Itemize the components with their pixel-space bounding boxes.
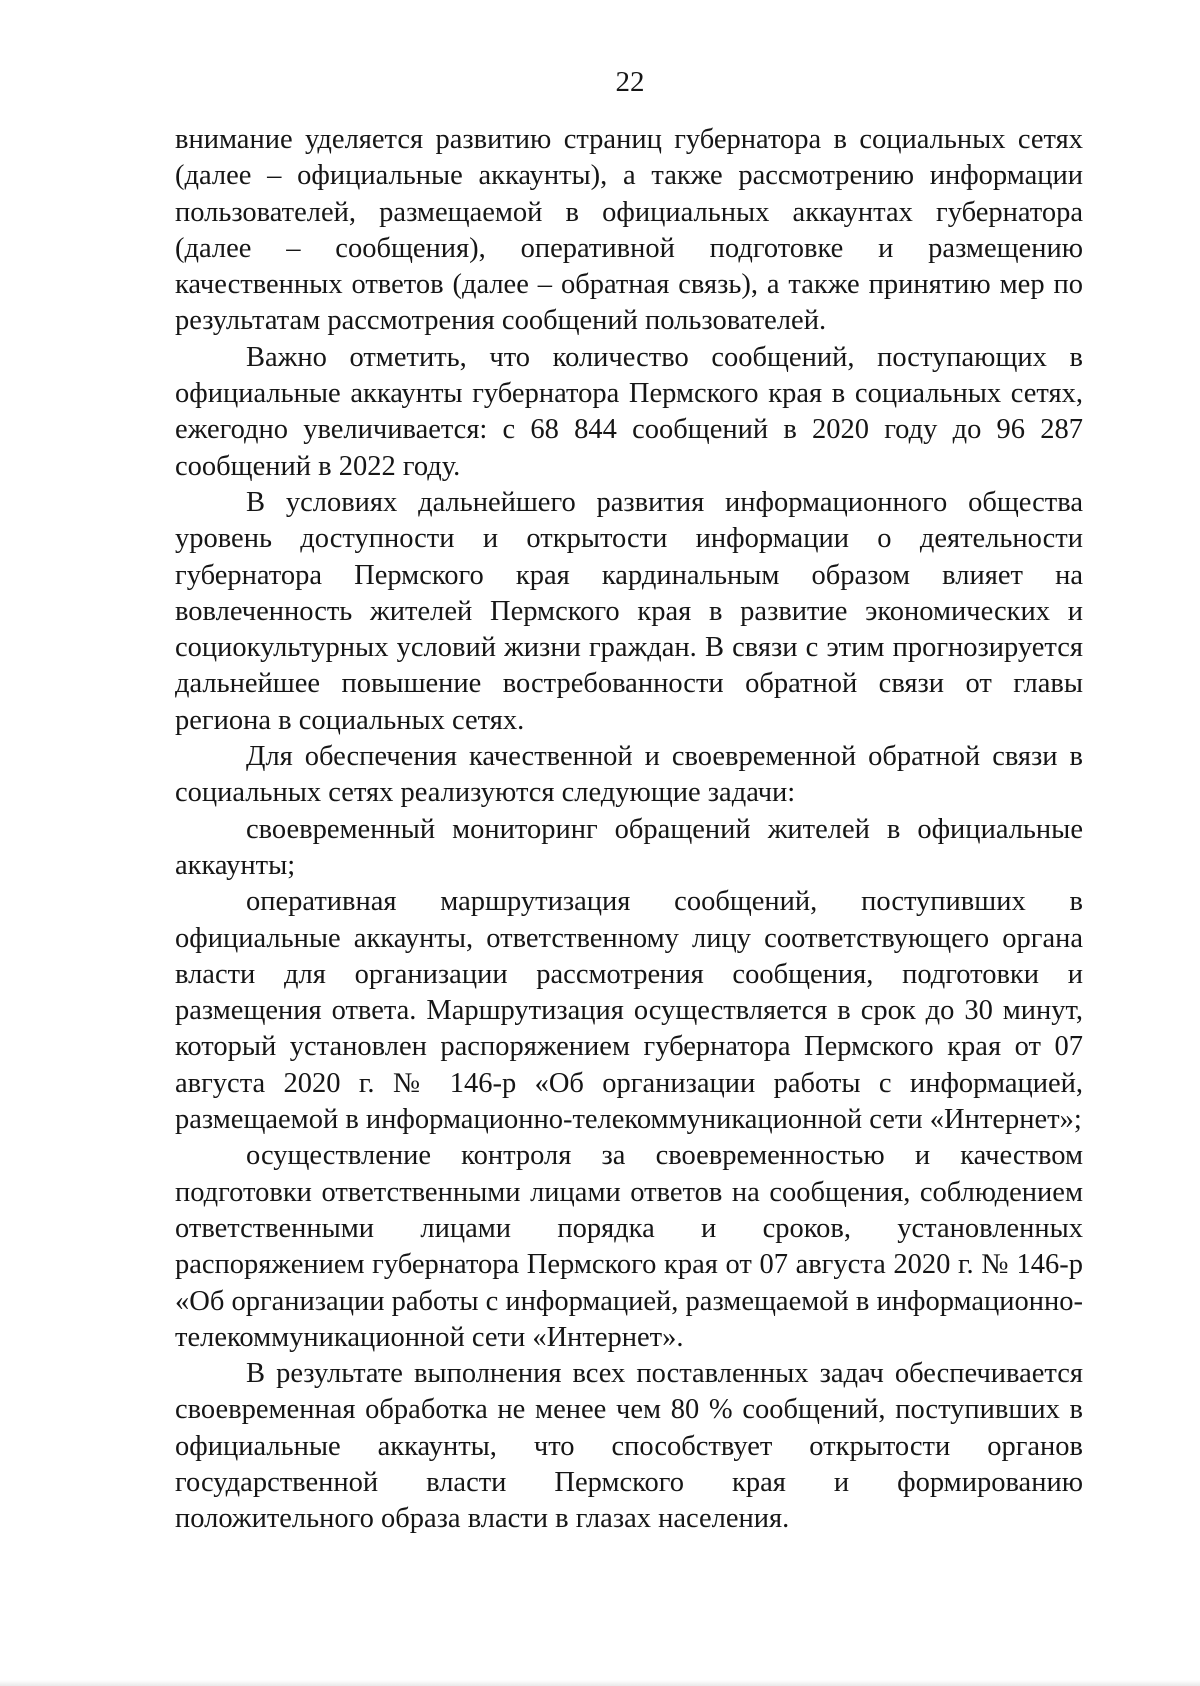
paragraph-task-monitoring: своевременный мониторинг обращений жителей в официальные аккаунты; [175, 813, 1083, 881]
paragraph-continuation: внимание уделяется развитию страниц губернатора в социальных сетях (далее – официальные аккаунты), а также рассмотрению информации пользователей, размещаемой в официальных аккаунтах губернатора (далее – сообщения), оперативной подготовке и размещению качественных ответов (далее – обратная связь), а также принятию мер по результатам рассмотрения сообщений пользователей. [175, 124, 1083, 337]
paragraph-message-growth: Важно отметить, что количество сообщений, поступающих в официальные аккаунты губернатора Пермского края в социальных сетях, ежегодно увеличивается: с 68 844 сообщений в 2020 году до 96 287 сообщений в 2022 году. [175, 341, 1083, 482]
paragraph-task-control: осуществление контроля за своевременностью и качеством подготовки ответственными лицами ответов на сообщения, соблюдением ответственными лицами порядка и сроков, установленных распоряжением губернатора Пермского края от 07 августа 2020 г. № 146-р «Об организации работы с информацией, размещаемой в информационно-телекоммуникационной сети «Интернет». [175, 1140, 1084, 1353]
paragraph-information-society: В условиях дальнейшего развития информационного общества уровень доступности и открытости информации о деятельности губернатора Пермского края кардинальным образом влияет на вовлеченность жителей Пермского края в развитие экономических и социокультурных условий жизни граждан. В связи с этим прогнозируется дальнейшее повышение востребованности обратной связи от главы региона в социальных сетях. [175, 486, 1083, 736]
paragraph-tasks-intro: Для обеспечения качественной и своевременной обратной связи в социальных сетях реализуются следующие задачи: [175, 741, 1083, 809]
paragraph-task-routing: оперативная маршрутизация сообщений, поступивших в официальные аккаунты, ответственному лицу соответствующего органа власти для организации рассмотрения сообщения, подготовки и размещения ответа. Маршрутизация осуществляется в срок до 30 минут, который установлен распоряжением губернатора Пермского края от 07 августа 2020 г. № 146-р «Об организации работы с информацией, размещаемой в информационно-телекоммуникационной сети «Интернет»; [175, 886, 1083, 1136]
paragraph-result: В результате выполнения всех поставленных задач обеспечивается своевременная обработка не менее чем 80 % сообщений, поступивших в официальные аккаунты, что способствует открытости органов государственной власти Пермского края и формированию положительного образа власти в глазах населения. [175, 1358, 1083, 1535]
page-number: 22 [615, 66, 645, 98]
document-body [175, 122, 1083, 1538]
scan-edge [0, 1680, 1200, 1686]
